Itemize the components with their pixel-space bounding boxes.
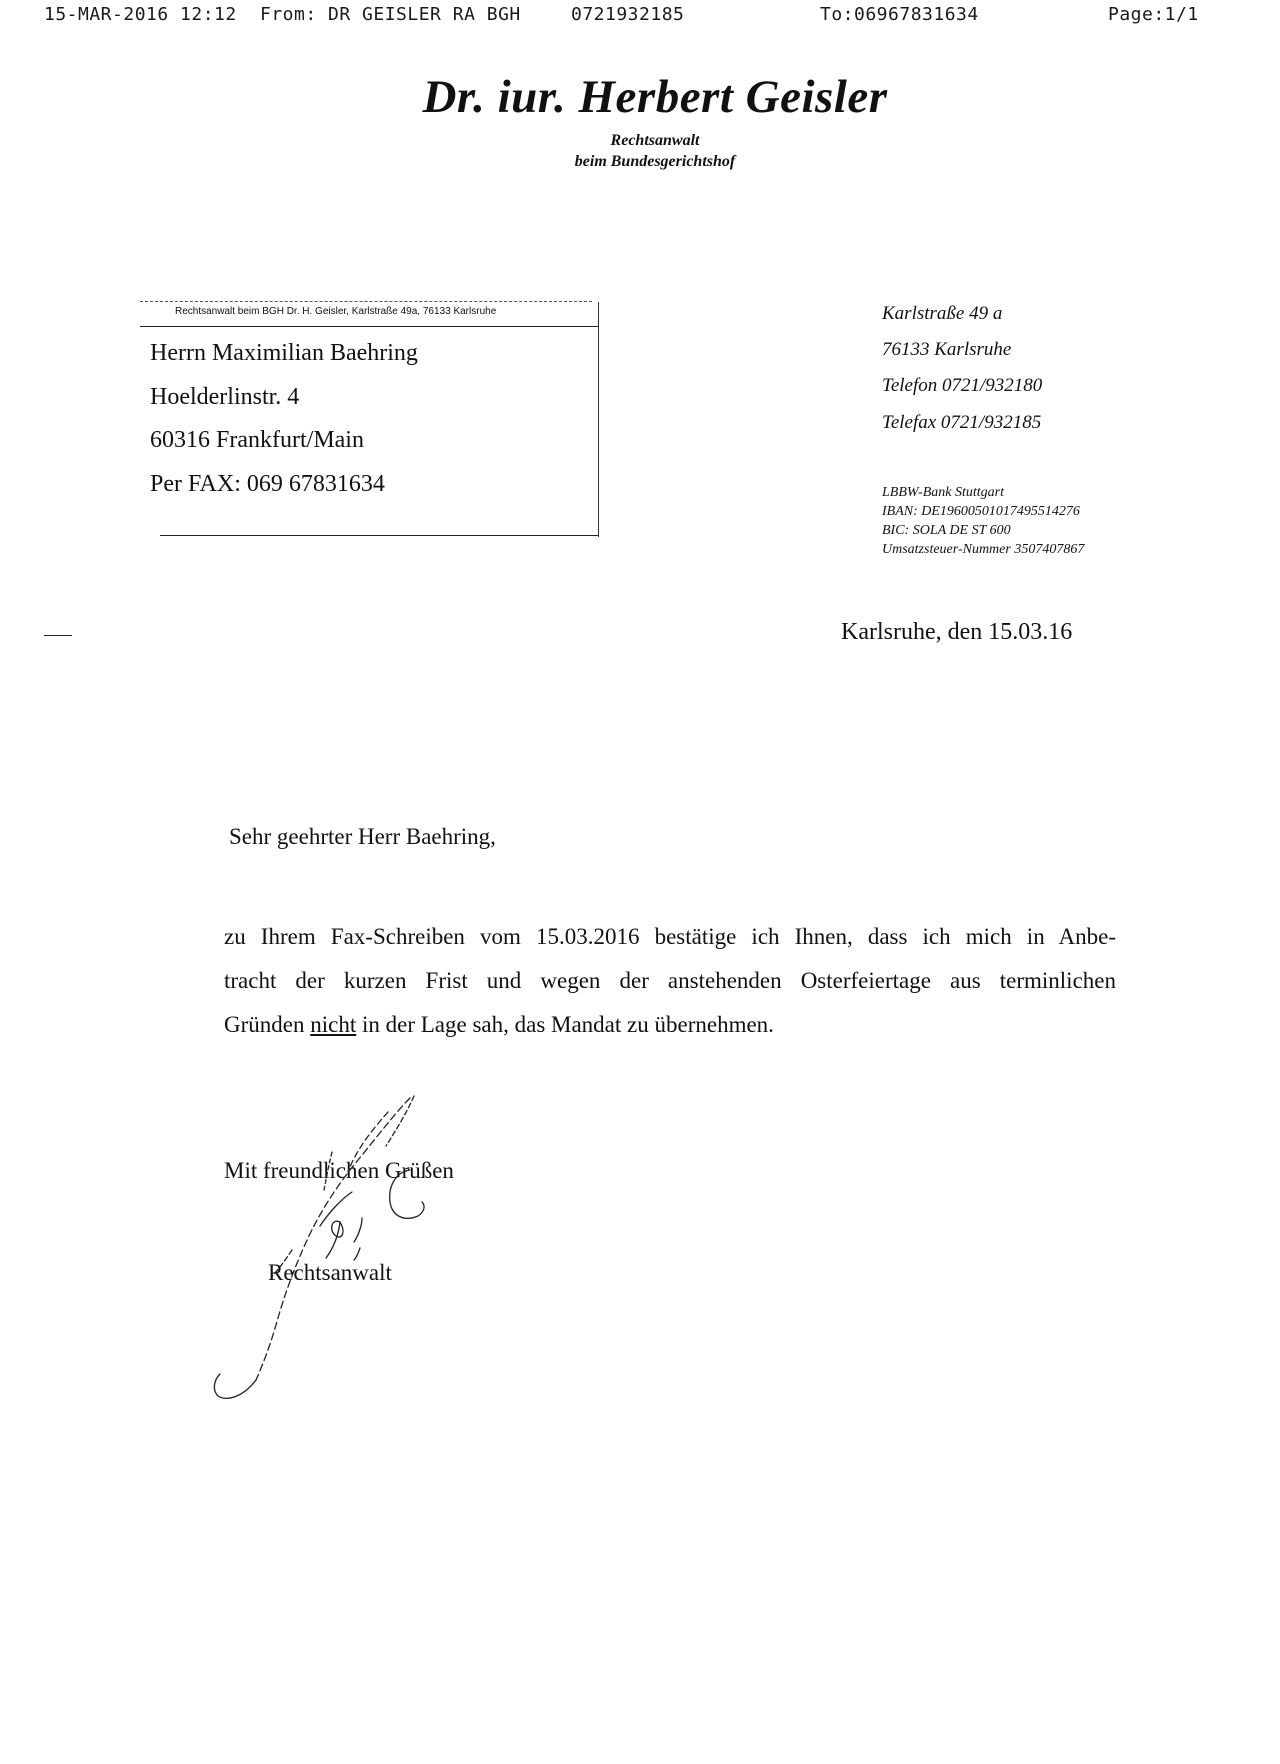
bank-name: LBBW-Bank Stuttgart	[882, 485, 1004, 500]
recipient-name: Herrn Maximilian Baehring	[150, 340, 418, 366]
salutation: Sehr geehrter Herr Baehring,	[229, 824, 496, 849]
bank-iban: IBAN: DE19600501017495514276	[882, 504, 1080, 519]
letterhead-court: beim Bundesgerichtshof	[574, 153, 736, 170]
recipient-street: Hoelderlinstr. 4	[150, 384, 300, 410]
body-line-3	[224, 1012, 1116, 1038]
fax-to: To:06967831634	[820, 4, 979, 25]
signature-image	[200, 1090, 460, 1410]
address-window-bottom-rule	[160, 535, 598, 536]
body-line-2: tracht der kurzen Frist und wegen der anstehenden Osterfeiertage aus terminlichen	[224, 968, 1116, 993]
body-line-3-end: in der Lage sah, das Mandat zu übernehmen.	[361, 1012, 774, 1037]
letterhead-title: Rechtsanwalt	[610, 132, 700, 149]
sender-return-line: Rechtsanwalt beim BGH Dr. H. Geisler, Karlstraße 49a, 76133 Karlsruhe	[175, 306, 497, 317]
fax-from: From: DR GEISLER RA BGH	[260, 4, 521, 25]
body-emphasis-nicht: nicht	[310, 1012, 357, 1037]
address-window-rule	[140, 326, 598, 327]
fax-from-number: 0721932185	[571, 4, 685, 25]
address-window-right-edge	[598, 302, 599, 537]
bank-vat: Umsatzsteuer-Nummer 3507407867	[882, 542, 1085, 557]
letterhead-name: Dr. iur. Herbert Geisler	[422, 71, 888, 123]
letter-date: Karlsruhe, den 15.03.16	[841, 619, 1073, 645]
recipient-fax: Per FAX: 069 67831634	[150, 471, 385, 497]
recipient-city: 60316 Frankfurt/Main	[150, 427, 364, 453]
closing: Mit freundlichen Grüßen	[224, 1158, 454, 1183]
fold-mark	[44, 635, 72, 636]
address-window-top-rule	[140, 301, 592, 302]
contact-street: Karlstraße 49 a	[882, 303, 1003, 324]
bank-bic: BIC: SOLA DE ST 600	[882, 523, 1011, 538]
body-line-1: zu Ihrem Fax-Schreiben vom 15.03.2016 bestätige ich Ihnen, dass ich mich in Anbe-	[224, 924, 1116, 949]
fax-page: Page:1/1	[1108, 4, 1199, 25]
fax-datetime: 15-MAR-2016 12:12	[44, 4, 237, 25]
body-line-3-start: Gründen	[224, 1012, 305, 1037]
contact-fax: Telefax 0721/932185	[882, 412, 1042, 433]
contact-city: 76133 Karlsruhe	[882, 339, 1012, 360]
contact-phone: Telefon 0721/932180	[882, 375, 1043, 396]
signoff-title: Rechtsanwalt	[268, 1260, 392, 1285]
